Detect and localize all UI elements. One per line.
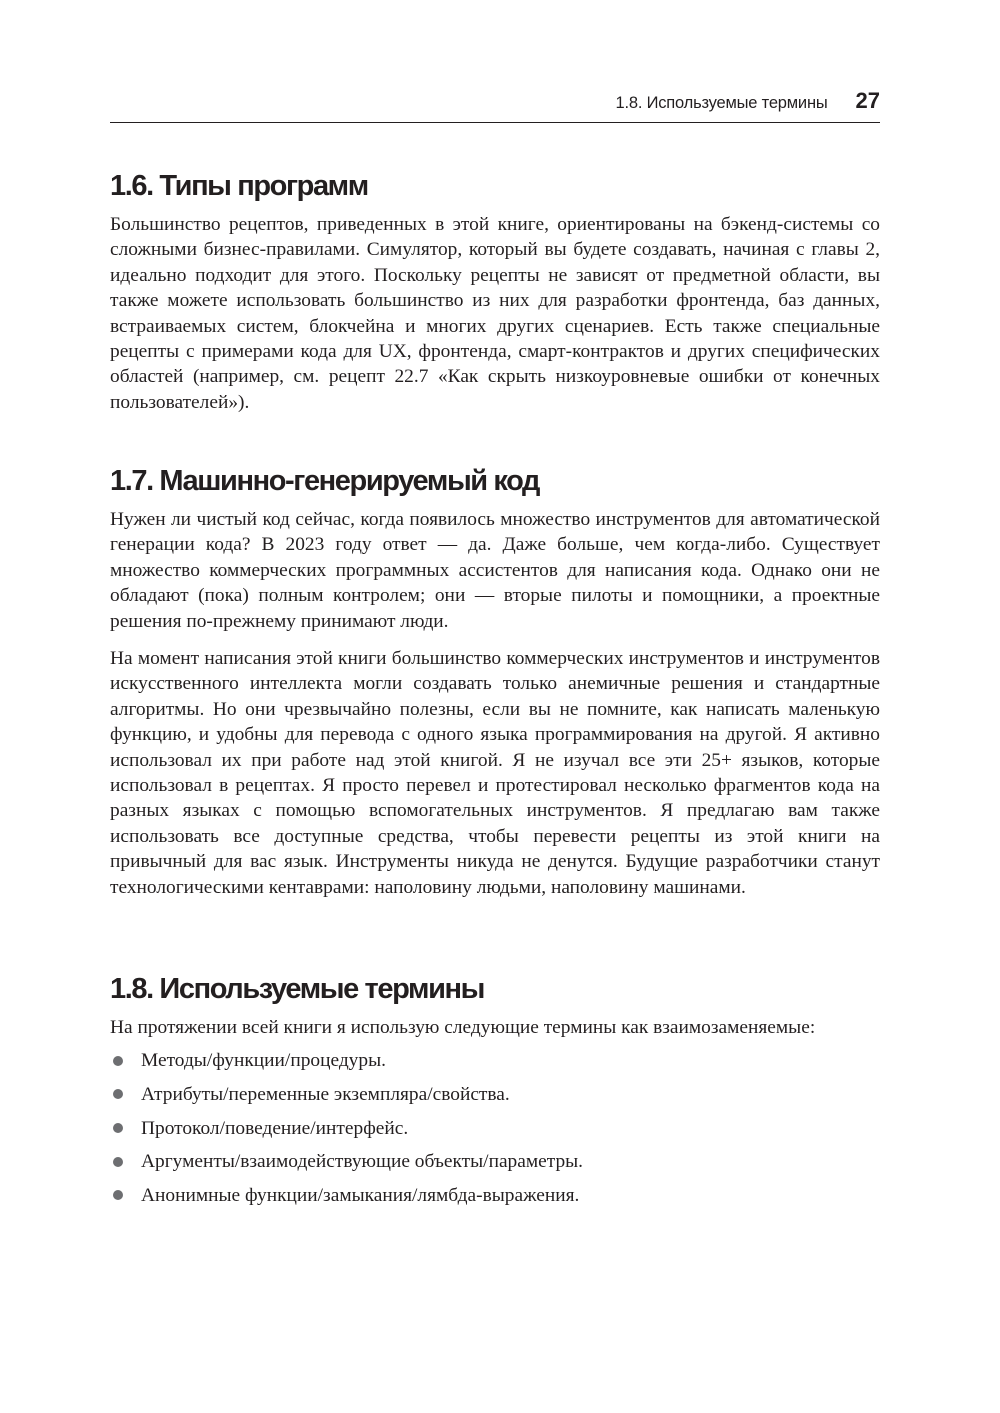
- list-item-text: Аргументы/взаимодействующие объекты/параметры.: [141, 1151, 584, 1173]
- bullet-icon: [113, 1089, 123, 1099]
- list-item-text: Анонимные функции/замыкания/лямбда-выражения.: [141, 1184, 580, 1206]
- paragraph: Большинство рецептов, приведенных в этой книге, ориентированы на бэкенд-системы со сложными бизнес-правилами. Симулятор, который вы будете создавать, начиная с главы 2, идеально подходит для этого. Поскольку рецепты не зависят от предметной области, вы также можете использовать большинство из них для разработки фронтенда, баз данных, встраиваемых систем, блокчейна и многих других сценариев. Есть также специальные рецепты с примерами кода для UX, фронтенда, смарт-контрактов и других специфических областей (например, см. рецепт 22.7 «Как скрыть низкоуровневые ошибки от конечных пользователей»).: [110, 214, 880, 413]
- bullet-icon: [113, 1190, 123, 1200]
- running-title: 1.8. Используемые термины: [615, 94, 828, 112]
- list-item: [110, 1149, 880, 1174]
- list-item-text: Методы/функции/процедуры.: [141, 1050, 386, 1072]
- list-item: [110, 1082, 880, 1107]
- list-item-text: Атрибуты/переменные экземпляра/свойства.: [141, 1083, 510, 1105]
- section-1-6: [110, 166, 880, 415]
- section-heading: 1.6. Типы программ: [110, 170, 368, 202]
- bullet-icon: [113, 1056, 123, 1066]
- page-number: 27: [855, 88, 880, 113]
- paragraph: Нужен ли чистый код сейчас, когда появилось множество инструментов для автоматической генерации кода? В 2023 году ответ — да. Даже больше, чем когда-либо. Существует множество коммерческих программных ассистентов для написания кода. Однако они не обладают (пока) полным контролем; они — вторые пилоты и помощники, а проектные решения по-прежнему принимают люди.: [110, 509, 880, 632]
- list-item: [110, 1048, 880, 1073]
- bullet-icon: [113, 1123, 123, 1133]
- paragraph: На момент написания этой книги большинство коммерческих инструментов и инструментов искусственного интеллекта могли создавать только анемичные решения и стандартные алгоритмы. Но они чрезвычайно полезны, если вы не помните, как написать маленькую функцию, и удобны для перевода с одного языка программирования на другой. Я активно использовал их при работе над этой книгой. Я не изучал все эти 25+ языков, которые использовал в рецептах. Я просто перевел и протестировал несколько фрагментов кода на разных языках с помощью вспомогательных инструментов. Я предлагаю вам также использовать все доступные средства, чтобы перевести рецепты из этой книги на привычный для вас язык. Инструменты никуда не денутся. Будущие разработчики станут технологическими кентаврами: наполовину людьми, наполовину машинами.: [110, 648, 880, 898]
- list-item: [110, 1183, 880, 1208]
- section-1-7: [110, 461, 880, 900]
- bullet-icon: [113, 1157, 123, 1167]
- header-rule: [110, 122, 880, 123]
- running-header: [110, 88, 880, 118]
- section-heading: 1.8. Используемые термины: [110, 973, 484, 1005]
- paragraph: На протяжении всей книги я использую следующие термины как взаимозаменяемые:: [110, 1017, 816, 1038]
- section-heading: 1.7. Машинно-генерируемый код: [110, 465, 540, 497]
- list-item: [110, 1116, 880, 1141]
- terms-list: [110, 1048, 880, 1208]
- list-item-text: Протокол/поведение/интерфейс.: [141, 1117, 409, 1139]
- section-1-8: [110, 969, 880, 1216]
